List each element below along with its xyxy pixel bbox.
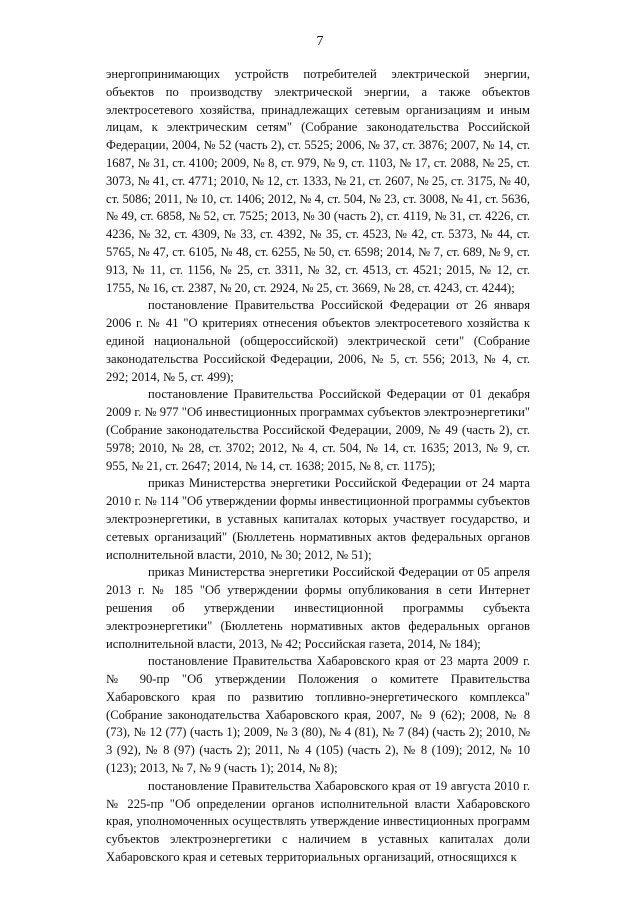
paragraph-grid-connection-rules: энергопринимающих устройств потребителей электрической энергии, объектов по производству электрической энергии, а также объектов электросетевого хозяйства, принадлежащих сетевым организациям и иным лицам, к электрическим сетям" (Собрание законодательства Российской Федерации, 2004, № 52 (часть 2), ст. 5525; 2006, № 37, ст. 3876; 2007, № 14, ст. 1687, № 31, ст. 4100; 2009, № 8, ст. 979, № 9, ст. 1103, № 17, ст. 2088, № 25, ст. 3073, № 41, ст. 4771; 2010, № 12, ст. 1333, № 21, ст. 2607, № 25, ст. 3175, № 40, ст. 5086; 2011, № 10, ст. 1406; 2012, № 4, ст. 504, № 23, ст. 3008, № 41, ст. 5636, № 49, ст. 6858, № 52, ст. 7525; 2013, № 30 (часть 2), ст. 4119, № 31, ст. 4226, ст. 4236, № 32, ст. 4309, № 33, ст. 4392, № 35, ст. 4523, № 42, ст. 5373, № 44, ст. 5765, № 47, ст. 6105, № 48, ст. 6255, № 50, ст. 6598; 2014, № 7, ст. 689, № 9, ст. 913, № 11, ст. 1156, № 25, ст. 3311, № 32, ст. 4513, ст. 4521; 2015, № 12, ст. 1755, № 16, ст. 2387, № 20, ст. 2924, № 25, ст. 3669, № 28, ст. 4243, ст. 4244); xyxy=(106,67,530,295)
page-number: 7 xyxy=(316,34,324,49)
paragraph-resolution-977: постановление Правительства Российской Федерации от 01 декабря 2009 г. № 977 "Об инвестиционных программах субъектов электроэнергетики" (Собрание законодательства Российской Федерации, 2009, № 49 (часть 2), ст. 5978; 2010, № 28, ст. 3702; 2012, № 4, ст. 504, № 14, ст. 1635; 2013, № 9, ст. 955, № 21, ст. 2647; 2014, № 14, ст. 1638; 2015, № 8, ст. 1175); xyxy=(106,387,530,473)
body-text xyxy=(106,66,530,867)
paragraph-order-185: приказ Министерства энергетики Российской Федерации от 05 апреля 2013 г. № 185 "Об утверждении формы опубликования в сети Интернет решения об утверждении инвестиционной программы субъекта электроэнергетики" (Бюллетень нормативных актов федеральных органов исполнительной власти, 2013, № 42; Российская газета, 2014, № 184); xyxy=(106,565,530,651)
paragraph-resolution-41: постановление Правительства Российской Федерации от 26 января 2006 г. № 41 "О критериях отнесения объектов электросетевого хозяйства к единой национальной (общероссийской) электрической сети" (Собрание законодательства Российской Федерации, 2006, № 5, ст. 556; 2013, № 4, ст. 292; 2014, № 5, ст. 499); xyxy=(106,298,530,384)
paragraph-resolution-90-pr: постановление Правительства Хабаровского края от 23 марта 2009 г. № 90-пр "Об утверждении Положения о комитете Правительства Хабаровского края по развитию топливно-энергетического комплекса" (Собрание законодательства Хабаровского края, 2007, № 9 (62); 2008, № 8 (73), № 12 (77) (часть 1); 2009, № 3 (80), № 4 (81), № 7 (84) (часть 2); 2010, № 3 (92), № 8 (97) (часть 2); 2011, № 4 (105) (часть 2), № 8 (109); 2012, № 10 (123); 2013, № 7, № 9 (часть 1); 2014, № 8); xyxy=(106,654,530,776)
paragraph-order-114: приказ Министерства энергетики Российской Федерации от 24 марта 2010 г. № 114 "Об утверждении формы инвестиционной программы субъектов электроэнергетики, в уставных капиталах которых участвует государство, и сетевых организаций" (Бюллетень нормативных актов федеральных органов исполнительной власти, 2010, № 30; 2012, № 51); xyxy=(106,476,530,562)
paragraph-resolution-225-pr: постановление Правительства Хабаровского края от 19 августа 2010 г. № 225-пр "Об определении органов исполнительной власти Хабаровского края, уполномоченных осуществлять утверждение инвестиционных программ субъектов электроэнергетики с наличием в уставных капиталах доли Хабаровского края и сетевых территориальных организаций, относящихся к xyxy=(106,778,530,865)
